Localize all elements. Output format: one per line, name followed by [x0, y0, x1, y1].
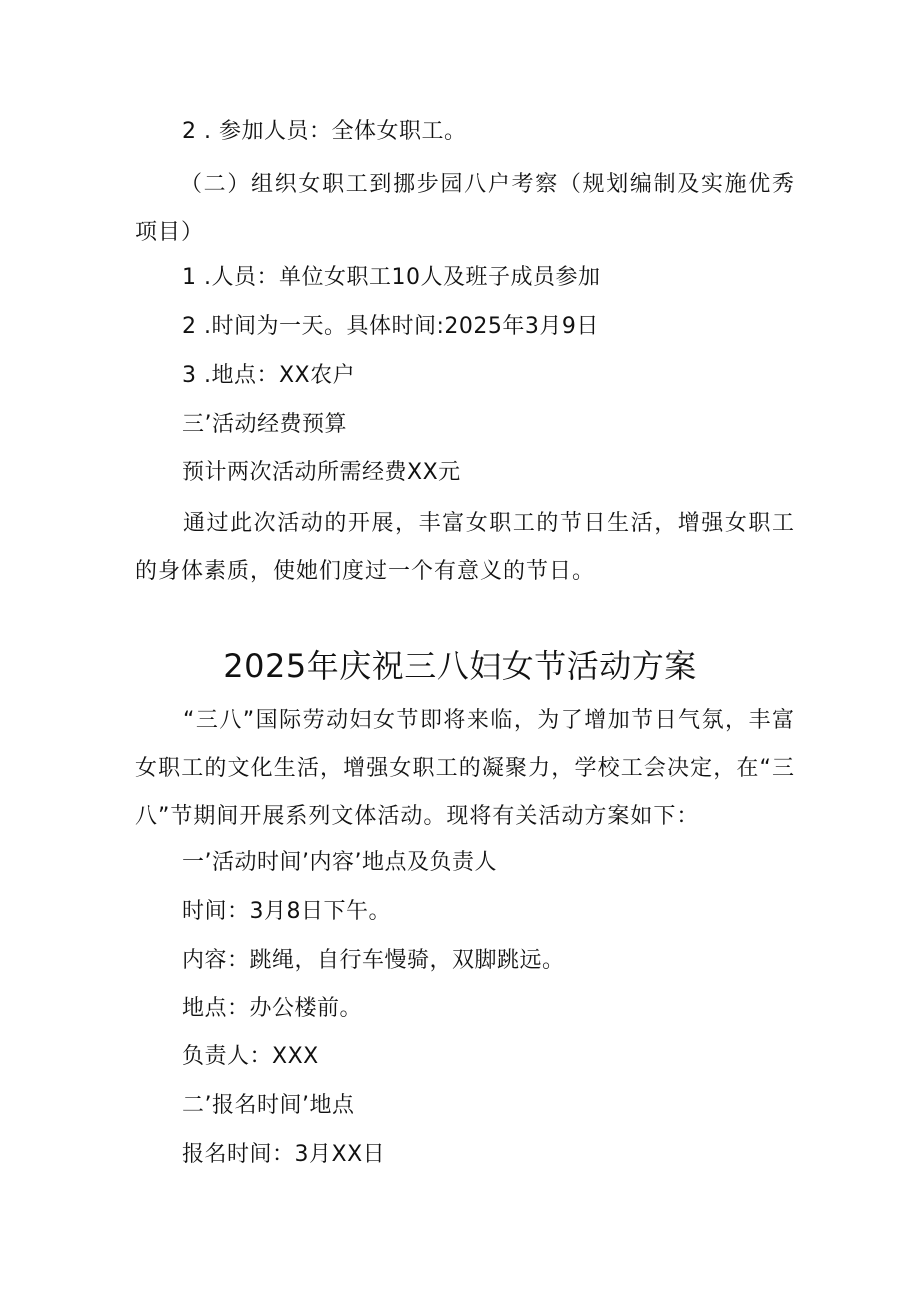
sub2-item-time: 2 .时间为一天。具体时间:2025年3月9日: [182, 314, 599, 339]
intro-paragraph: “三八”国际劳动妇女节即将来临，为了增加节日气氛，丰富女职工的文化生活，增强女职工的凝聚力，学校工会决定，在“三八”节期间开展系列文体活动。现将有关活动方案如下：: [135, 708, 795, 829]
activity-location: 地点：办公楼前。: [182, 996, 363, 1021]
sub-section-two-heading: （二）组织女职工到挪步园八户考察（规划编制及实施优秀项目）: [135, 172, 795, 245]
activity-time: 时间：3月8日下午。: [182, 899, 391, 924]
budget-text: 预计两次活动所需经费XX元: [182, 460, 461, 485]
sub2-item-personnel: 1 .人员：单位女职工10人及班子成员参加: [182, 265, 601, 290]
budget-heading: 三’活动经费预算: [182, 412, 347, 437]
activity-content: 内容：跳绳，自行车慢骑，双脚跳远。: [182, 948, 565, 973]
participants-line: 2 . 参加人员：全体女职工。: [182, 119, 467, 144]
section-two-heading: 二’报名时间’地点: [182, 1093, 355, 1118]
section-one-heading: 一’活动时间’内容’地点及负责人: [182, 850, 497, 875]
document-title: 2025年庆祝三八妇女节活动方案: [223, 647, 697, 685]
signup-time: 报名时间：3月XX日: [182, 1142, 386, 1167]
closing-paragraph: 通过此次活动的开展，丰富女职工的节日生活，增强女职工的身体素质，使她们度过一个有意义的节日。: [135, 511, 795, 584]
sub2-item-location: 3 .地点：XX农户: [182, 363, 356, 388]
activity-owner: 负责人：XXX: [182, 1044, 319, 1069]
